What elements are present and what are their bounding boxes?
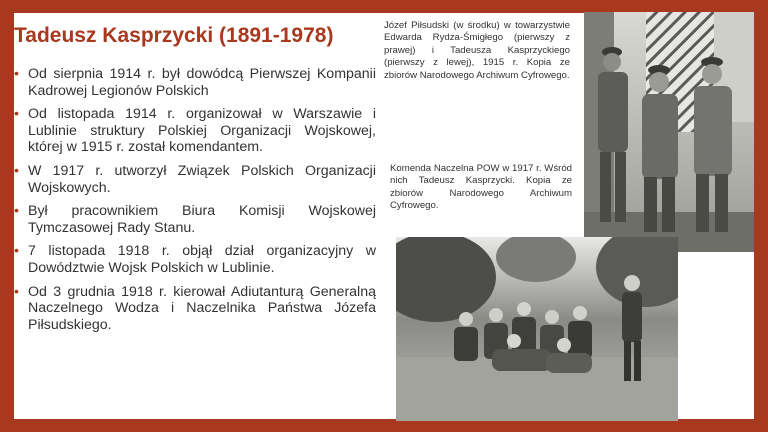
photo-pilsudski-officers xyxy=(584,12,754,252)
photo2-caption: Komenda Naczelna POW w 1917 r. Wśród nich Tadeusz Kasprzycki. Kopia ze zbiorów Narodowego Archiwum Cyfrowego. xyxy=(390,163,572,212)
bullet-item: • Od 3 grudnia 1918 r. kierował Adiutanturą Generalną Naczelnego Wodza i Naczelnika Państwa Józefa Piłsudskiego. xyxy=(14,284,376,334)
slide-title: Tadeusz Kasprzycki (1891-1978) xyxy=(14,24,334,47)
bullet-item: • Od sierpnia 1914 r. był dowódcą Pierwszej Kompanii Kadrowej Legionów Polskich xyxy=(14,66,376,99)
bullet-item: • W 1917 r. utworzył Związek Polskich Organizacji Wojskowych. xyxy=(14,163,376,196)
bullet-item: • 7 listopada 1918 r. objął dział organizacyjny w Dowództwie Wojsk Polskich w Lublinie. xyxy=(14,243,376,276)
photo-pow-command xyxy=(396,237,678,421)
bullet-item: • Od listopada 1914 r. organizował w Warszawie i Lublinie struktury Polskiej Organizacji Wojskowej, której w 1915 r. został komendantem. xyxy=(14,106,376,156)
bullet-list xyxy=(14,66,376,340)
bullet-item: • Był pracownikiem Biura Komisji Wojskowej Tymczasowej Rady Stanu. xyxy=(14,203,376,236)
photo1-caption: Józef Piłsudski (w środku) w towarzystwie Edwarda Rydza-Śmigłego (pierwszy z prawej) i Tadeusza Kasprzyckiego (pierwszy z lewej), 1915 r. Kopia ze zbiorów Narodowego Archiwum Cyfrowego. xyxy=(384,20,570,81)
